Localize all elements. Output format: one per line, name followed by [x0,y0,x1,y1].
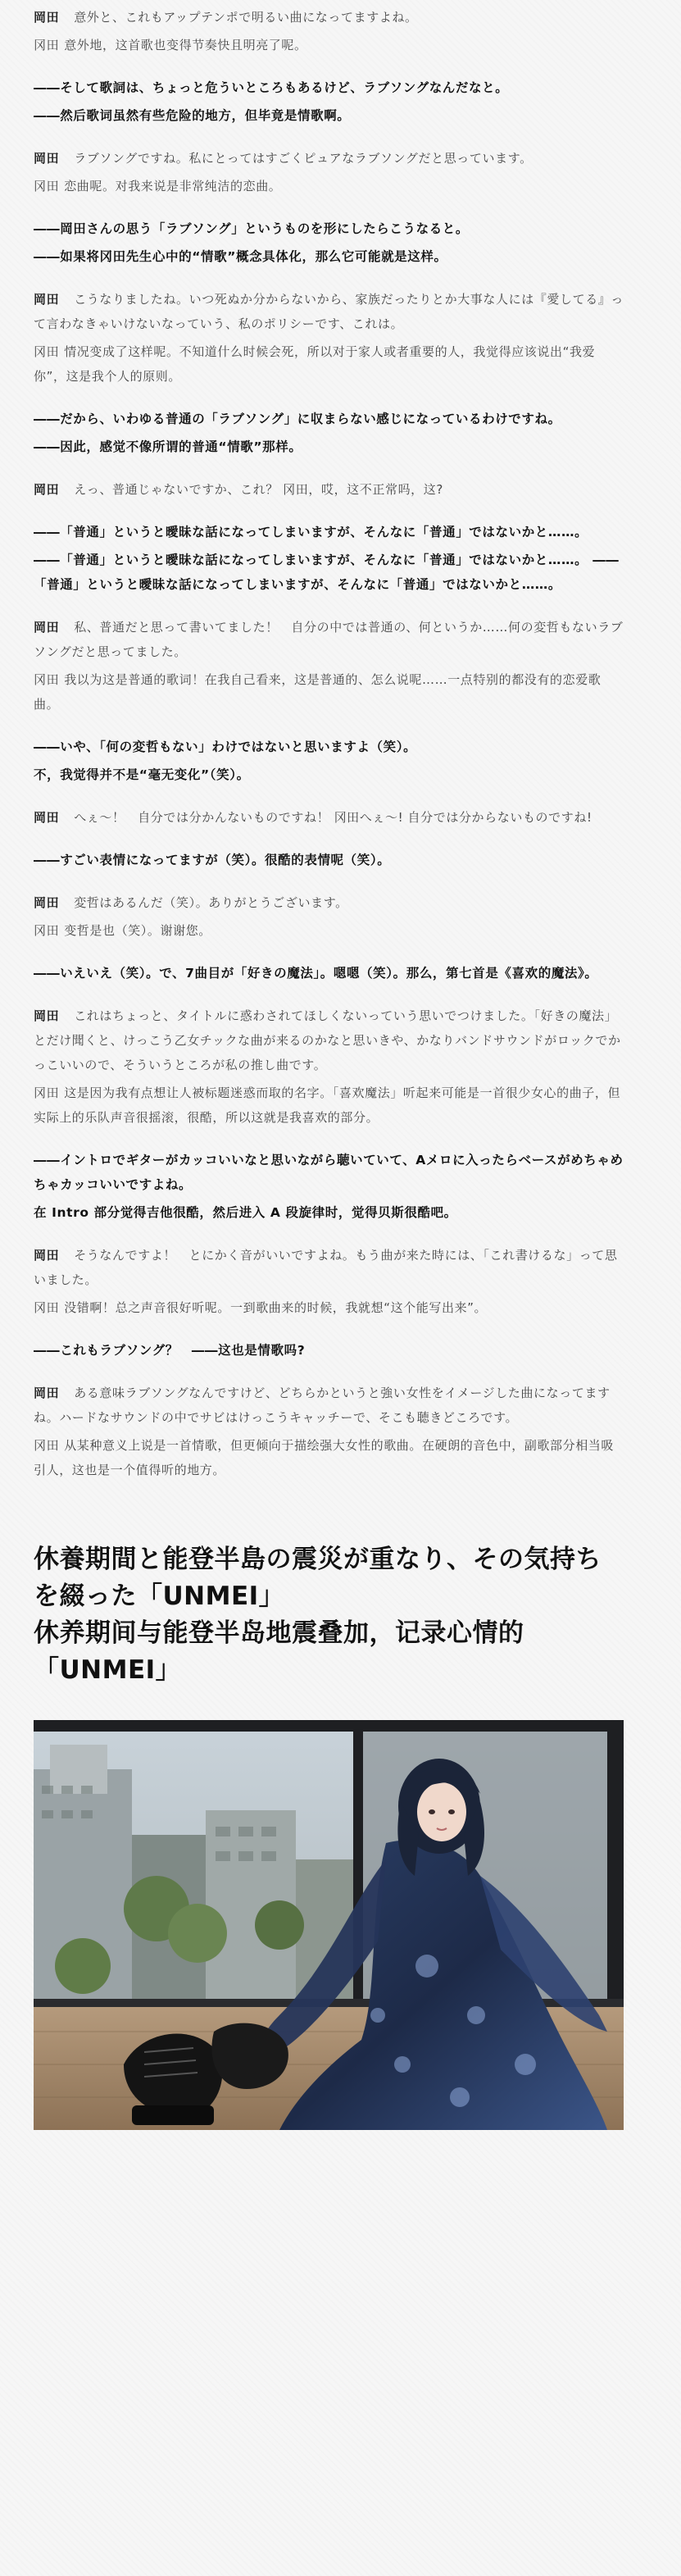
section-heading-cn: 休养期间与能登半岛地震叠加，记录心情的「UNMEI」 [34,1618,524,1685]
answer-text: 这是因为我有点想让人被标题迷惑而取的名字。「喜欢魔法」听起来可能是一首很少女心的曲子，但实际上的乐队声音很摇滚，很酷，所以这就是我喜欢的部分。 [34,1085,621,1125]
answer-cn [34,667,624,717]
answer-text: 意外地，这首歌也变得节奏快且明亮了呢。 [64,38,307,52]
speaker-name: 冈田 [34,923,60,938]
speaker-name: 冈田 [34,1438,60,1453]
interviewer-question: ――岡田さんの思う「ラブソング」というものを形にしたらこうなると。 [34,221,469,236]
answer-text: これはちょっと、タイトルに惑わされてほしくないっていう思いでつけました。「好きの魔法」とだけ聞くと、けっこう乙女チックな曲が来るのかなと思いきや、かなりバンドサウンドがロックでかっこいいので、そういうところが私の推し曲です。 [34,1008,621,1072]
answer-jp [34,477,624,502]
answer-cn [34,1295,624,1320]
answer-jp [34,1004,624,1077]
speaker-name: 岡田 [34,620,60,635]
answer-jp [34,805,624,830]
answer-cn [34,1433,624,1482]
article-photo [34,1720,624,2130]
answer-cn [34,918,624,943]
speaker-name: 冈田 [34,344,60,359]
answer-cn [34,339,624,389]
answer-text: そうなんですよ！ とにかく音がいいですよね。もう曲が来た時には、「これ書けるな」って思いました。 [34,1248,618,1287]
answer-text: 从某种意义上说是一首情歌，但更倾向于描绘强大女性的歌曲。在硬朗的音色中，副歌部分相当吸引人，这也是一个值得听的地方。 [34,1438,615,1477]
speaker-name: 岡田 [34,810,60,825]
answer-text: 变哲是也（笑）。谢谢您。 [64,923,211,938]
interviewer-question: ――イントロでギターがカッコいいなと思いながら聴いていて、Aメロに入ったらベースがめちゃめちゃカッコいいですよね。 [34,1153,624,1192]
answer-jp [34,890,624,915]
answer-text: 我以为这是普通的歌词！在我自己看来，这是普通的、怎么说呢……一点特别的都没有的恋爱歌曲。 [34,672,602,712]
interviewer-question: ――「普通」というと曖昧な話になってしまいますが、そんなに「普通」ではないかと……。 [34,525,588,539]
answer-cn [34,33,624,57]
interviewer-question: ――因此，感觉不像所谓的普通“情歌”那样。 [34,439,302,454]
answer-text: ある意味ラブソングなんですけど、どちらかというと強い女性をイメージした曲になってますね。ハードなサウンドの中でサビはけっこうキャッチーで、そこも聴きどころです。 [34,1386,611,1425]
speaker-name: 岡田 [34,151,60,166]
photo-illustration [34,1720,624,2130]
answer-jp [34,5,624,30]
answer-text: 変哲はあるんだ（笑）。ありがとうございます。 [74,895,348,910]
speaker-name: 冈田 [34,179,60,193]
answer-cn [34,1081,624,1130]
interviewer-question: ――これもラブソング？ ――这也是情歌吗? [34,1343,306,1358]
answer-text: こうなりましたね。いつ死ぬか分からないから、家族だったりとか大事な人には『愛してる』って言わなきゃいけないなっていう、私のポリシーです、これは。 [34,292,624,331]
speaker-name: 冈田 [34,38,60,52]
answer-jp [34,287,624,336]
article-body [34,0,624,1482]
answer-text: 情况变成了这样呢。不知道什么时候会死，所以对于家人或者重要的人，我觉得应该说出“我爱你”，这是我个人的原则。 [34,344,596,384]
interviewer-question: ――すごい表情になってますが（笑）。很酷的表情呢（笑）。 [34,853,391,867]
speaker-name: 冈田 [34,1085,60,1100]
interviewer-question: ――そして歌詞は、ちょっと危ういところもあるけど、ラブソングなんだなと。 [34,80,509,95]
interviewer-question: ――いえいえ（笑）。で、7曲目が「好きの魔法」。嗯嗯（笑）。那么，第七首是《喜欢的魔法》。 [34,966,598,981]
speaker-name: 岡田 [34,482,60,497]
speaker-name: 岡田 [34,1248,60,1263]
interviewer-question: 在 Intro 部分觉得吉他很酷，然后进入 A 段旋律时，觉得贝斯很酷吧。 [34,1205,457,1220]
speaker-name: 岡田 [34,895,60,910]
interviewer-question: ――「普通」というと曖昧な話になってしまいますが、そんなに「普通」ではないかと……。 ――「普通」というと曖昧な話になってしまいますが、そんなに「普通」ではないかと……。 [34,553,620,592]
speaker-name: 冈田 [34,1300,60,1315]
answer-text: 没错啊！总之声音很好听呢。一到歌曲来的时候，我就想“这个能写出来”。 [64,1300,488,1315]
answer-text: えっ、普通じゃないですか、これ？ 冈田，哎，这不正常吗，这? [74,482,443,497]
section [34,1486,624,2130]
answer-jp [34,615,624,664]
answer-cn [34,174,624,198]
section-heading-jp: 休養期間と能登半島の震災が重なり、その気持ちを綴った「UNMEI」 [34,1545,602,1611]
answer-text: ラブソングですね。私にとってはすごくピュアなラブソングだと思っています。 [74,151,533,166]
speaker-name: 岡田 [34,1008,60,1023]
answer-jp [34,146,624,171]
interviewer-question: ――だから、いわゆる普通の「ラブソング」に収まらない感じになっているわけですね。 [34,412,561,426]
interviewer-question: ――いや、「何の変哲もない」わけではないと思いますよ（笑）。 [34,740,417,754]
section-heading [34,1541,624,1689]
speaker-name: 冈田 [34,672,60,687]
speaker-name: 岡田 [34,10,60,25]
speaker-name: 岡田 [34,1386,60,1400]
answer-text: へぇ～！ 自分では分かんないものですね！ 冈田へぇ～! 自分では分からないものですね! [74,810,592,825]
answer-jp [34,1381,624,1430]
answer-jp [34,1243,624,1292]
interviewer-question: 不，我觉得并不是“毫无变化”（笑）。 [34,767,250,782]
answer-text: 私、普通だと思って書いてました！ 自分の中では普通の、何というか……何の変哲もないラブソングだと思ってました。 [34,620,624,659]
answer-text: 意外と、これもアップテンポで明るい曲になってますよね。 [74,10,418,25]
interviewer-question: ――如果将冈田先生心中的“情歌”概念具体化，那么它可能就是这样。 [34,249,447,264]
answer-text: 恋曲呢。对我来说是非常纯洁的恋曲。 [64,179,282,193]
speaker-name: 岡田 [34,292,60,307]
interviewer-question: ――然后歌词虽然有些危险的地方，但毕竟是情歌啊。 [34,108,351,123]
